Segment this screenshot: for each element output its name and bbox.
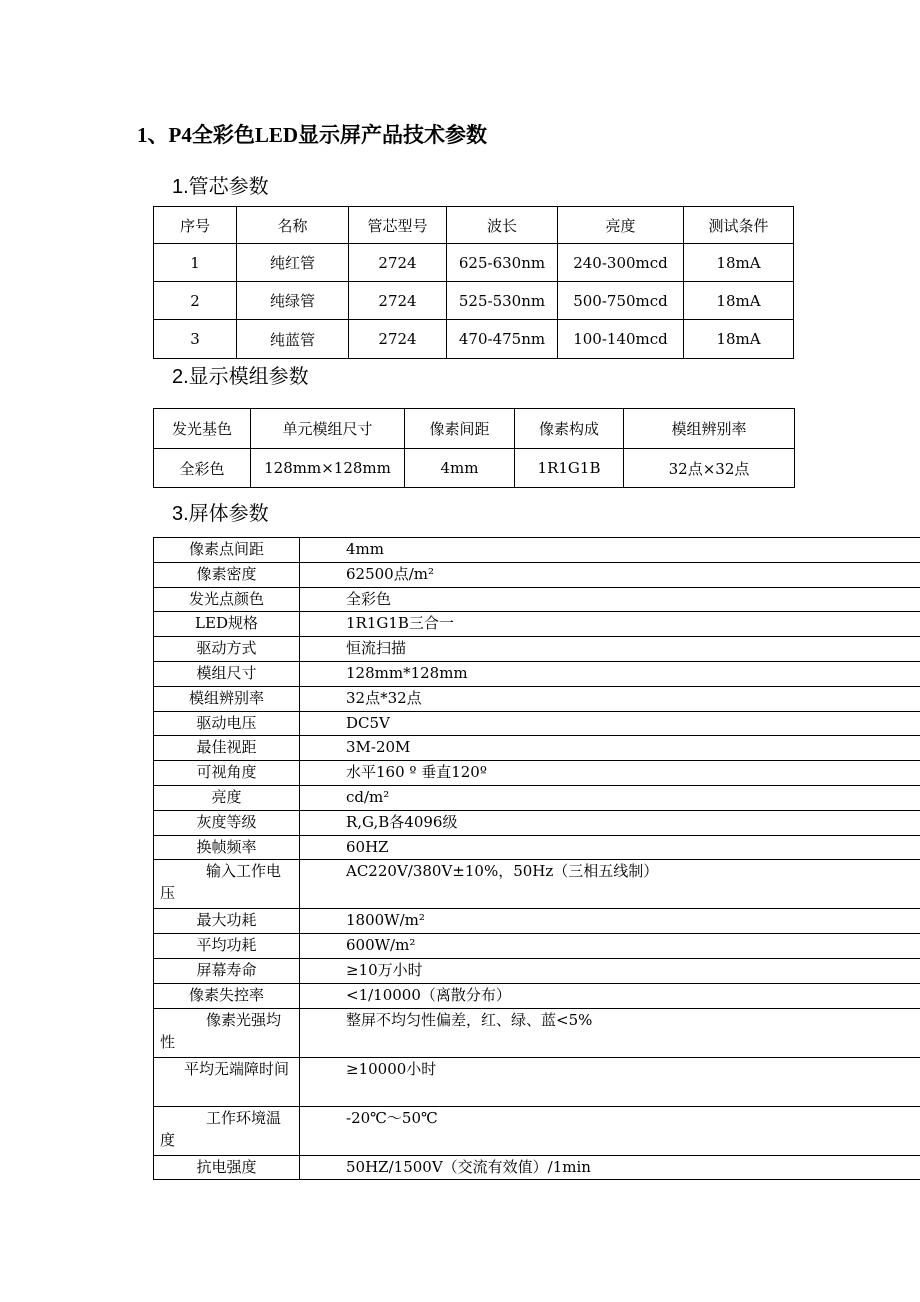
param-value: -20℃～50℃ [300,1106,920,1155]
param-value: AC220V/380V±10%，50Hz（三相五线制） [300,860,920,909]
param-value: 1R1G1B三合一 [300,612,920,637]
table-cell: 全彩色 [154,449,251,488]
param-label: 模组尺寸 [154,661,300,686]
param-label: 平均无端障时间 [154,1057,300,1106]
table-cell: 2724 [349,244,447,282]
param-value: 4mm [300,538,920,563]
param-label: 灰度等级 [154,810,300,835]
table-cell: 500-750mcd [558,282,684,320]
table-cell: 240-300mcd [558,244,684,282]
section-heading-2: 2.显示模组参数 [172,366,309,388]
table-row [154,983,920,1008]
param-label: 平均功耗 [154,934,300,959]
param-value: <1/10000（离散分布） [300,983,920,1008]
param-value: ≥10000小时 [300,1057,920,1106]
param-label: 像素失控率 [154,983,300,1008]
table-row [154,1155,920,1180]
table-cell: 3 [154,320,237,359]
header-cell: 发光基色 [154,409,251,449]
param-label: LED规格 [154,612,300,637]
param-value: 32点*32点 [300,686,920,711]
table-row [154,860,920,909]
table-row [154,587,920,612]
table-cell: 100-140mcd [558,320,684,359]
table-row [154,711,920,736]
header-cell: 单元模组尺寸 [251,409,405,449]
header-cell: 波长 [447,207,558,244]
param-value: 3M-20M [300,736,920,761]
table-row [154,449,795,488]
param-label: 换帧频率 [154,835,300,860]
param-label: 屏幕寿命 [154,958,300,983]
table-row [154,612,920,637]
section-heading-1: 1.管芯参数 [172,176,269,198]
param-label: 工作环境温度 [154,1106,300,1155]
table-row [154,934,920,959]
param-value: 50HZ/1500V（交流有效值）/1min [300,1155,920,1180]
param-value: 整屏不均匀性偏差，红、绿、蓝<5% [300,1008,920,1057]
table-cell: 32点×32点 [624,449,795,488]
table-row [154,761,920,786]
param-label: 模组辨别率 [154,686,300,711]
table-cell: 4mm [405,449,515,488]
table-cell: 2724 [349,282,447,320]
header-cell: 亮度 [558,207,684,244]
param-label: 驱动方式 [154,637,300,662]
param-label: 亮度 [154,785,300,810]
table-row [154,810,920,835]
table-row [154,958,920,983]
param-value: 128mm*128mm [300,661,920,686]
param-value: 62500点/m² [300,562,920,587]
table-cell: 625-630nm [447,244,558,282]
header-cell: 测试条件 [684,207,794,244]
param-label: 抗电强度 [154,1155,300,1180]
table-cell: 1R1G1B [515,449,624,488]
param-value: 恒流扫描 [300,637,920,662]
header-cell: 名称 [237,207,349,244]
table-cell: 2 [154,282,237,320]
param-value: DC5V [300,711,920,736]
param-value: ≥10万小时 [300,958,920,983]
table-cell: 128mm×128mm [251,449,405,488]
table-row [154,282,794,320]
table-row [154,736,920,761]
param-value: R,G,B各4096级 [300,810,920,835]
header-cell: 像素构成 [515,409,624,449]
table-cell: 纯红管 [237,244,349,282]
table-row [154,1106,920,1155]
header-cell: 序号 [154,207,237,244]
param-label: 像素点间距 [154,538,300,563]
table-cell: 18mA [684,320,794,359]
table-row [154,1008,920,1057]
param-label: 像素密度 [154,562,300,587]
table-header-row [154,409,795,449]
param-label: 驱动电压 [154,711,300,736]
table-row [154,1057,920,1106]
table-cell: 纯蓝管 [237,320,349,359]
param-label: 最大功耗 [154,909,300,934]
screen-body-params-table [153,537,920,1180]
table-row [154,909,920,934]
header-cell: 管芯型号 [349,207,447,244]
header-cell: 模组辨别率 [624,409,795,449]
section-heading-3: 3.屏体参数 [172,503,269,525]
param-value: 60HZ [300,835,920,860]
table-row [154,835,920,860]
table-row [154,637,920,662]
display-module-params-table [153,408,795,488]
table-row [154,661,920,686]
table-row [154,320,794,359]
param-label: 输入工作电压 [154,860,300,909]
table-cell: 470-475nm [447,320,558,359]
param-label: 最佳视距 [154,736,300,761]
param-value: 1800W/m² [300,909,920,934]
table-cell: 525-530nm [447,282,558,320]
param-value: 水平160 º 垂直120º [300,761,920,786]
param-value: 全彩色 [300,587,920,612]
table-row [154,686,920,711]
param-label: 发光点颜色 [154,587,300,612]
param-label: 像素光强均性 [154,1008,300,1057]
param-label: 可视角度 [154,761,300,786]
table-row [154,538,920,563]
table-row [154,785,920,810]
table-cell: 1 [154,244,237,282]
header-cell: 像素间距 [405,409,515,449]
param-value: 600W/m² [300,934,920,959]
param-value: cd/m² [300,785,920,810]
led-chip-params-table [153,206,794,359]
document-title: 1、P4全彩色LED显示屏产品技术参数 [137,123,488,147]
table-cell: 18mA [684,244,794,282]
table-header-row [154,207,794,244]
table-cell: 18mA [684,282,794,320]
table-row [154,562,920,587]
table-cell: 2724 [349,320,447,359]
table-row [154,244,794,282]
table-cell: 纯绿管 [237,282,349,320]
